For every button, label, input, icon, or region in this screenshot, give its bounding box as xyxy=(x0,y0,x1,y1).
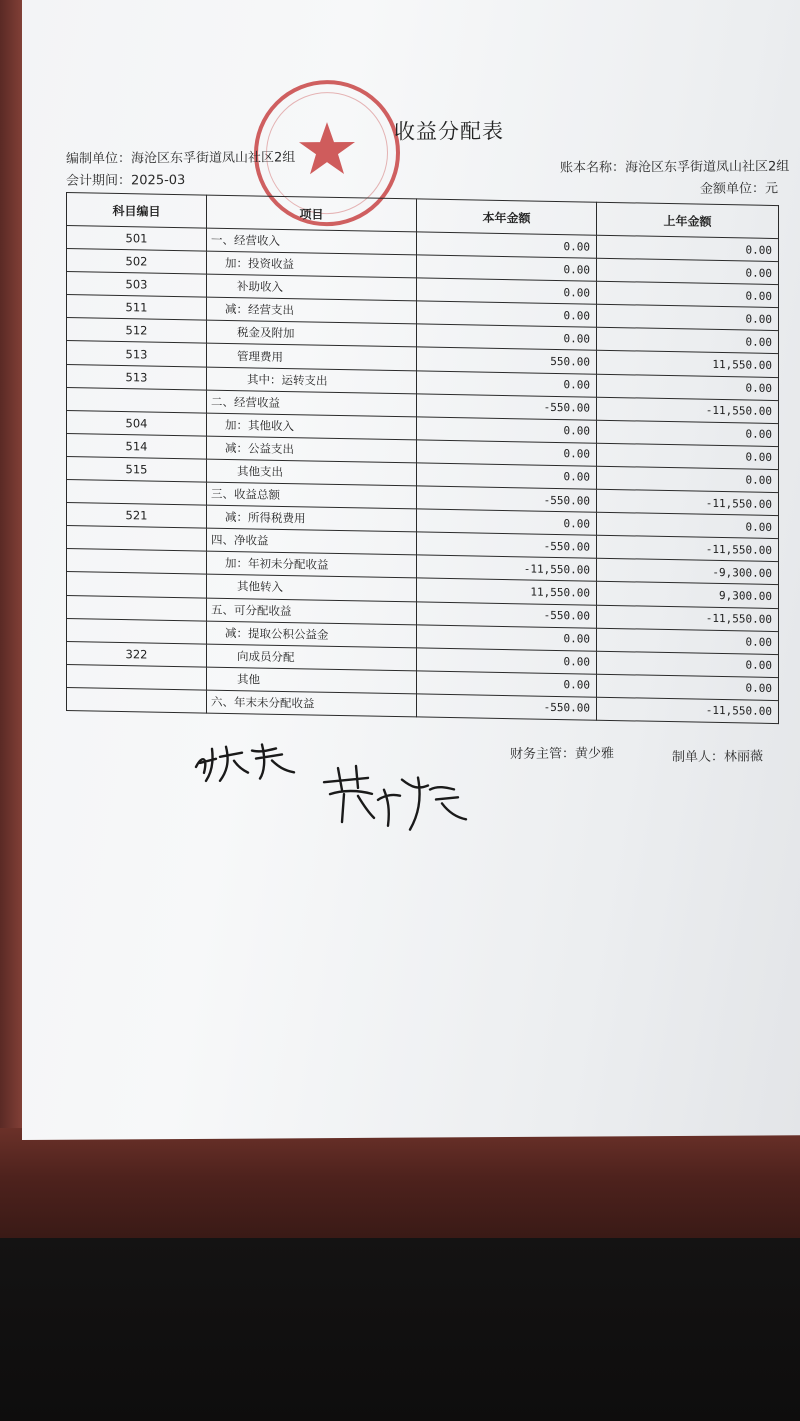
dark-floor xyxy=(0,1238,800,1421)
item-cell: 二、经营收益 xyxy=(207,390,417,417)
compiling-unit: 编制单位：海沧区东孚街道凤山社区2组 xyxy=(66,150,296,167)
item-cell: 减：所得税费用 xyxy=(207,505,417,532)
account-code-cell xyxy=(67,549,207,575)
account-name: 账本名称：海沧区东孚街道凤山社区2组 xyxy=(560,159,790,176)
account-code-cell xyxy=(67,664,207,690)
account-code-cell: 502 xyxy=(67,249,207,275)
accounting-period: 会计期间：2025-03 xyxy=(66,173,186,189)
item-cell: 其中：运转支出 xyxy=(207,367,417,394)
account-code-cell: 503 xyxy=(67,272,207,298)
account-code-cell xyxy=(67,595,207,621)
current-amount-cell: 550.00 xyxy=(417,347,597,373)
item-cell: 管理费用 xyxy=(207,344,417,371)
item-cell: 五、可分配收益 xyxy=(207,598,417,625)
item-cell: 加：年初未分配收益 xyxy=(207,551,417,578)
current-amount-cell: 11,550.00 xyxy=(417,578,597,604)
item-cell: 补助收入 xyxy=(207,274,417,301)
item-cell: 一、经营收入 xyxy=(207,228,417,255)
income-distribution-table xyxy=(66,192,779,724)
previous-amount-cell: -11,550.00 xyxy=(597,605,779,631)
header-item: 项目 xyxy=(207,195,417,232)
item-cell: 减：提取公积公益金 xyxy=(207,621,417,648)
table-edge xyxy=(0,1128,800,1238)
current-amount-cell: 0.00 xyxy=(417,440,597,466)
previous-amount-cell: -11,550.00 xyxy=(597,489,779,515)
account-code-cell xyxy=(67,526,207,552)
handwritten-signature-2 xyxy=(318,759,488,838)
account-code-cell xyxy=(67,480,207,506)
current-amount-cell: 0.00 xyxy=(417,301,597,327)
item-cell: 减：经营支出 xyxy=(207,297,417,324)
item-cell: 税金及附加 xyxy=(207,320,417,347)
account-code-cell: 504 xyxy=(67,410,207,436)
current-amount-cell: 0.00 xyxy=(417,255,597,281)
previous-amount-cell: -9,300.00 xyxy=(597,559,779,585)
item-cell: 其他支出 xyxy=(207,459,417,486)
previous-amount-cell: 0.00 xyxy=(597,466,779,492)
account-code-cell: 521 xyxy=(67,503,207,529)
previous-amount-cell: 0.00 xyxy=(597,674,779,700)
current-amount-cell: 0.00 xyxy=(417,625,597,651)
current-amount-cell: -550.00 xyxy=(417,486,597,512)
previous-amount-cell: 0.00 xyxy=(597,651,779,677)
previous-amount-cell: -11,550.00 xyxy=(597,397,779,423)
previous-amount-cell: 0.00 xyxy=(597,628,779,654)
current-amount-cell: -550.00 xyxy=(417,694,597,720)
current-amount-cell: -550.00 xyxy=(417,601,597,627)
item-cell: 三、收益总额 xyxy=(207,482,417,509)
previous-amount-cell: 0.00 xyxy=(597,512,779,538)
current-amount-cell: -550.00 xyxy=(417,532,597,558)
previous-amount-cell: 0.00 xyxy=(597,235,779,261)
account-code-cell: 511 xyxy=(67,295,207,321)
item-cell: 六、年末未分配收益 xyxy=(207,690,417,717)
item-cell: 其他 xyxy=(207,667,417,694)
account-code-cell: 322 xyxy=(67,641,207,667)
account-code-cell: 514 xyxy=(67,433,207,459)
star-icon xyxy=(299,122,355,174)
account-code-cell xyxy=(67,572,207,598)
currency-unit: 金额单位：元 xyxy=(700,181,779,197)
finance-manager: 财务主管：黄少雅 xyxy=(510,746,615,763)
current-amount-cell: 0.00 xyxy=(417,370,597,396)
account-code-cell: 515 xyxy=(67,456,207,482)
item-cell: 向成员分配 xyxy=(207,644,417,671)
current-amount-cell: 0.00 xyxy=(417,324,597,350)
document-title: 收益分配表 xyxy=(394,119,504,144)
account-code-cell: 501 xyxy=(67,226,207,252)
item-cell: 加：投资收益 xyxy=(207,251,417,278)
previous-amount-cell: -11,550.00 xyxy=(597,697,779,723)
header-current-year: 本年金额 xyxy=(417,199,597,235)
handwritten-signature-1 xyxy=(190,736,330,787)
current-amount-cell: 0.00 xyxy=(417,278,597,304)
account-code-cell: 512 xyxy=(67,318,207,344)
previous-amount-cell: 0.00 xyxy=(597,374,779,400)
previous-amount-cell: -11,550.00 xyxy=(597,535,779,561)
account-code-cell xyxy=(67,387,207,413)
current-amount-cell: 0.00 xyxy=(417,648,597,674)
current-amount-cell: 0.00 xyxy=(417,509,597,535)
current-amount-cell: 0.00 xyxy=(417,463,597,489)
previous-amount-cell: 0.00 xyxy=(597,443,779,469)
account-code-cell xyxy=(67,687,207,713)
account-code-cell xyxy=(67,618,207,644)
header-account-code: 科目编目 xyxy=(67,193,207,229)
previous-amount-cell: 11,550.00 xyxy=(597,351,779,377)
current-amount-cell: 0.00 xyxy=(417,417,597,443)
current-amount-cell: 0.00 xyxy=(417,232,597,258)
previous-amount-cell: 0.00 xyxy=(597,281,779,307)
item-cell: 四、净收益 xyxy=(207,528,417,555)
previous-amount-cell: 0.00 xyxy=(597,420,779,446)
current-amount-cell: 0.00 xyxy=(417,671,597,697)
item-cell: 其他转入 xyxy=(207,574,417,601)
account-code-cell: 513 xyxy=(67,364,207,390)
previous-amount-cell: 0.00 xyxy=(597,328,779,354)
previous-amount-cell: 0.00 xyxy=(597,258,779,284)
previous-amount-cell: 9,300.00 xyxy=(597,582,779,608)
item-cell: 减：公益支出 xyxy=(207,436,417,463)
item-cell: 加：其他收入 xyxy=(207,413,417,440)
prepared-by: 制单人：林丽薇 xyxy=(672,749,764,766)
header-previous-year: 上年金额 xyxy=(597,202,779,238)
account-code-cell: 513 xyxy=(67,341,207,367)
current-amount-cell: -550.00 xyxy=(417,394,597,420)
previous-amount-cell: 0.00 xyxy=(597,305,779,331)
current-amount-cell: -11,550.00 xyxy=(417,555,597,581)
